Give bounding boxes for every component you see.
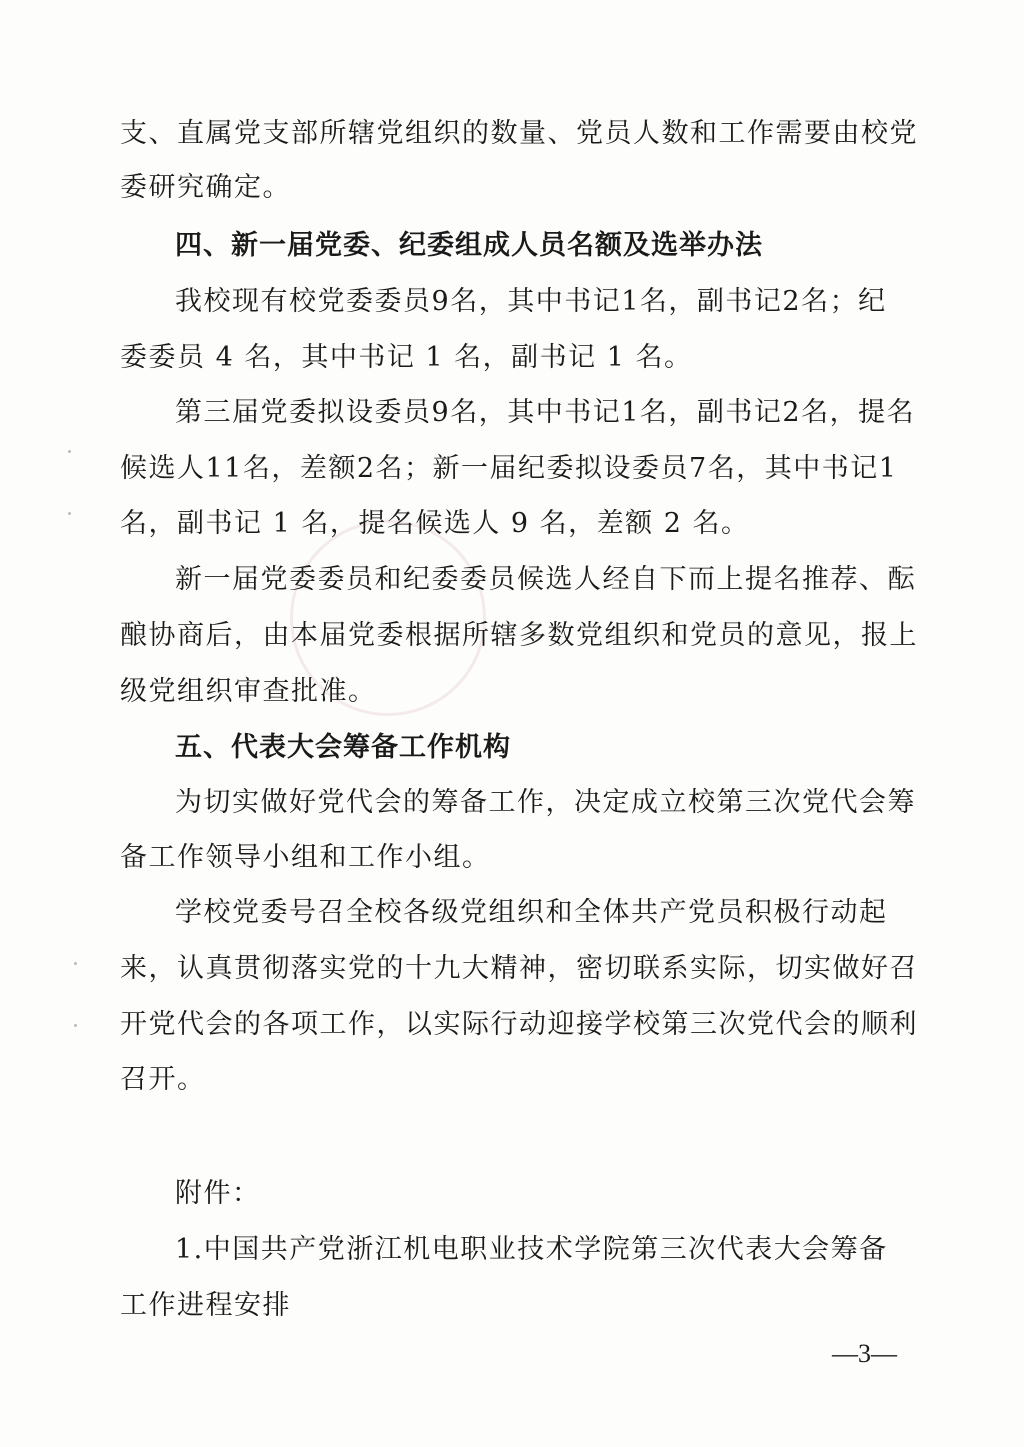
body-line: 来 ， 认 真 贯 彻 落 实 党 的 十 九 大 精 神 ， 密 切 联 系 实 际 ， 切 实 做 好 召 [120, 953, 918, 984]
body-line: 酿 协 商 后 ， 由 本 届 党 委 根 据 所 辖 多 数 党 组 织 和 党 员 的 意 见 ， 报 上 [120, 620, 918, 651]
scan-speck [68, 450, 71, 453]
body-line: 学 校 党 委 号 召 全 校 各 级 党 组 织 和 全 体 共 产 党 员 积 极 行 动 起 [175, 897, 888, 928]
body-line: 我 校 现 有 校 党 委 委 员 9 名 ， 其 中 书 记 1 名 ， 副 书 记 2 名 ； 纪 [175, 286, 887, 317]
section-heading: 四、新一届党委、纪委组成人员名额及选举办法 [175, 230, 763, 261]
scan-speck [68, 512, 71, 515]
body-line: 新 一 届 党 委 委 员 和 纪 委 委 员 候 选 人 经 自 下 而 上 提 名 推 荐 、 酝 [175, 564, 916, 595]
attachment-item: 工作进程安排 [120, 1290, 291, 1321]
section-heading: 五、代表大会筹备工作机构 [175, 732, 511, 763]
page-number: —3— [832, 1339, 897, 1368]
body-line: 候 选 人 11 名 ， 差 额 2 名 ； 新 一 届 纪 委 拟 设 委 员 7 名 ， 其 中 书 记 1 [120, 453, 898, 484]
body-line: 支 、 直 属 党 支 部 所 辖 党 组 织 的 数 量 、 党 员 人 数 和 工 作 需 要 由 校 党 [120, 118, 918, 149]
body-line: 开 党 代 会 的 各 项 工 作 ， 以 实 际 行 动 迎 接 学 校 第 三 次 党 代 会 的 顺 利 [120, 1009, 918, 1040]
scan-speck [74, 962, 77, 965]
scan-speck [74, 1024, 77, 1027]
body-line: 委研究确定。 [120, 172, 291, 203]
body-line: 第 三 届 党 委 拟 设 委 员 9 名 ， 其 中 书 记 1 名 ， 副 书 记 2 名 ， 提 名 [175, 397, 916, 428]
body-line: 召开。 [120, 1064, 206, 1095]
body-line: 名，副书记 1 名，提名候选人 9 名，差额 2 名。 [120, 508, 750, 539]
body-line: 委委员 4 名，其中书记 1 名，副书记 1 名。 [120, 342, 693, 373]
body-line: 级党组织审查批准。 [120, 676, 377, 707]
body-line: 备工作领导小组和工作小组。 [120, 842, 491, 873]
body-line: 为 切 实 做 好 党 代 会 的 筹 备 工 作 ， 决 定 成 立 校 第 三 次 党 代 会 筹 [175, 787, 916, 818]
attachment-item: 1. 中 国 共 产 党 浙 江 机 电 职 业 技 术 学 院 第 三 次 代 表 大 会 筹 备 [175, 1234, 888, 1265]
attachment-label: 附件： [175, 1178, 261, 1209]
